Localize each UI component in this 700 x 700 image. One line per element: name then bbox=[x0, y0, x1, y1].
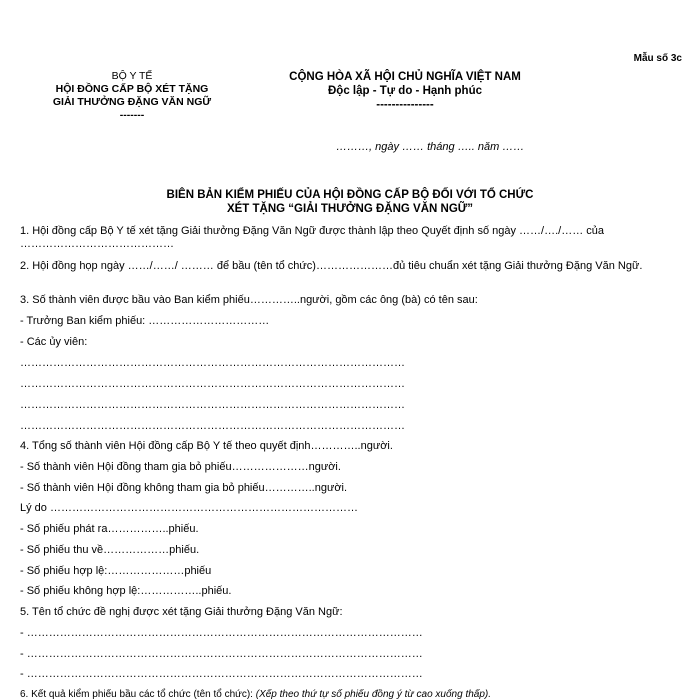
item-6-note: (Xếp theo thứ tự số phiếu đồng ý từ cao xuống thấp). bbox=[255, 689, 492, 700]
item-5: 5. Tên tổ chức đề nghị được xét tặng Giải thưởng Đặng Văn Ngữ: bbox=[20, 606, 343, 618]
form-number: Mẫu số 3c bbox=[633, 53, 682, 64]
dotted-line: …………………………………………………………………………………………… bbox=[20, 378, 405, 390]
issuing-agency-header bbox=[22, 70, 242, 122]
dotted-line: …………………………………………………………………………………………… bbox=[20, 420, 405, 432]
date-line: ………, ngày …… tháng ….. năm …… bbox=[336, 141, 525, 153]
item-2: 2. Hội đồng họp ngày ……/……/ ……… để bầu (tên tổ chức)…………………đủ tiêu chuẩn xét tặng Giải thưởng Đặng Văn Ngữ. bbox=[20, 260, 643, 272]
item-1: 1. Hội đồng cấp Bộ Y tế xét tặng Giải thưởng Đặng Văn Ngữ được thành lập theo Quyết định số ngày ……/…./…… của …………………………………… bbox=[20, 225, 604, 250]
country-name: CỘNG HÒA XÃ HỘI CHỦ NGHĨA VIỆT NAM bbox=[289, 71, 521, 83]
item-4-reason: Lý do ………………………………………………………………………… bbox=[20, 502, 358, 514]
item-4-valid: - Số phiếu hợp lệ:…………………phiếu bbox=[20, 565, 212, 577]
item-3-members: - Các ủy viên: bbox=[20, 336, 88, 348]
dotted-line: …………………………………………………………………………………………… bbox=[20, 399, 405, 411]
council-name: HỘI ĐỒNG CẤP BỘ XÉT TẶNG bbox=[55, 83, 209, 95]
item-6-text: 6. Kết quả kiểm phiếu bầu các tổ chức (tên tổ chức): bbox=[20, 689, 253, 700]
national-motto: Độc lập - Tự do - Hạnh phúc bbox=[328, 85, 482, 97]
title-line-2: XÉT TẶNG “GIẢI THƯỞNG ĐẶNG VĂN NGỮ” bbox=[226, 203, 474, 215]
item-6 bbox=[20, 689, 491, 700]
item-4-invalid: - Số phiếu không hợp lệ:……………..phiếu. bbox=[20, 585, 232, 597]
item-5-entry: - ……………………………………………………………………………………………… bbox=[20, 668, 423, 680]
national-header bbox=[250, 70, 560, 112]
item-4-issued: - Số phiếu phát ra……………..phiếu. bbox=[20, 523, 199, 535]
item-3-head: - Trưởng Ban kiểm phiếu: …………………………… bbox=[20, 315, 270, 327]
item-4-voting: - Số thành viên Hội đồng tham gia bỏ phiếu…………………người. bbox=[20, 461, 341, 473]
ministry-name: BỘ Y TẾ bbox=[111, 70, 153, 82]
item-4: 4. Tổng số thành viên Hội đồng cấp Bộ Y tế theo quyết định…………..người. bbox=[20, 440, 393, 452]
item-5-entry: - ……………………………………………………………………………………………… bbox=[20, 648, 423, 660]
item-3: 3. Số thành viên được bầu vào Ban kiểm phiếu…………..người, gồm các ông (bà) có tên sau: bbox=[20, 294, 478, 306]
item-5-entry: - ……………………………………………………………………………………………… bbox=[20, 627, 423, 639]
header-divider: ------- bbox=[119, 109, 145, 121]
dotted-line: …………………………………………………………………………………………… bbox=[20, 357, 405, 369]
item-4-collected: - Số phiếu thu về………………phiếu. bbox=[20, 544, 200, 556]
motto-divider: --------------- bbox=[376, 99, 434, 111]
item-4-not-voting: - Số thành viên Hội đồng không tham gia bỏ phiếu…………..người. bbox=[20, 482, 348, 494]
title-line-1: BIÊN BẢN KIỂM PHIẾU CỦA HỘI ĐỒNG CẤP BỘ ĐỐI VỚI TỔ CHỨC bbox=[166, 189, 534, 201]
award-name: GIẢI THƯỞNG ĐẶNG VĂN NGỮ bbox=[52, 96, 212, 108]
document-title bbox=[100, 188, 600, 216]
